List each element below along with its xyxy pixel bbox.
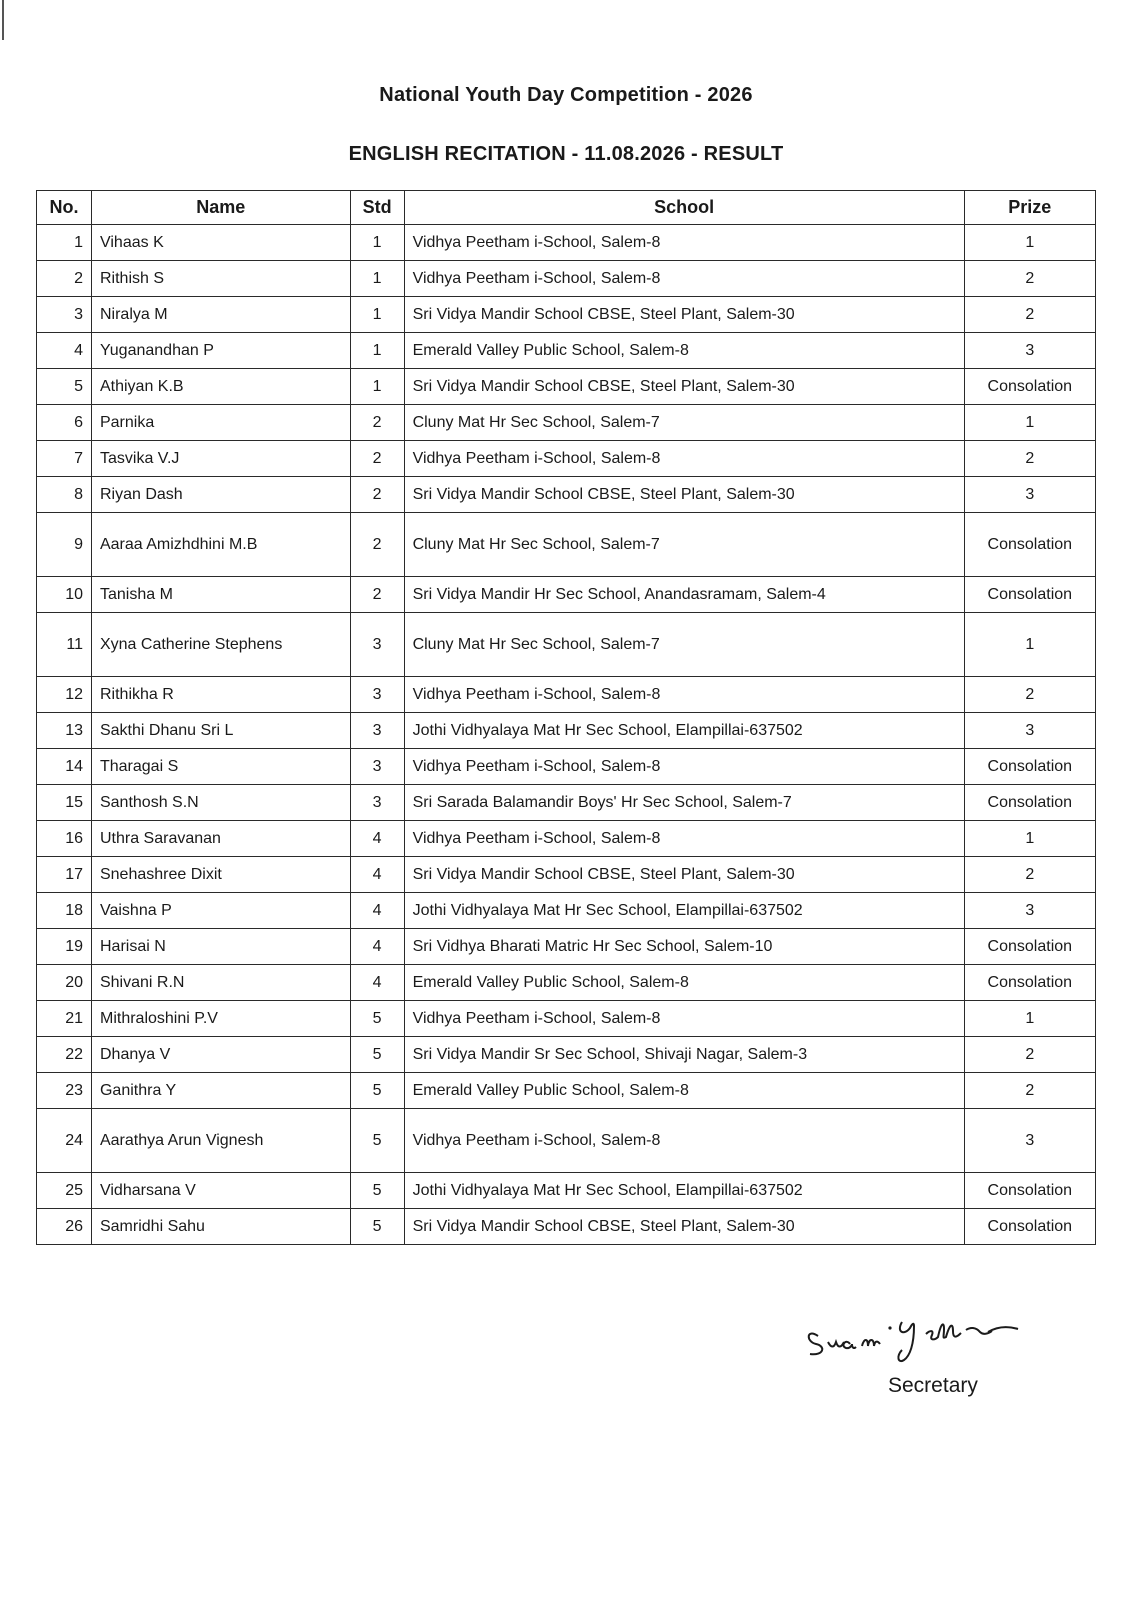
table-row	[37, 1073, 1096, 1109]
school-name: Cluny Mat Hr Sec School, Salem-7	[404, 613, 964, 677]
standard: 2	[350, 441, 404, 477]
table-row	[37, 677, 1096, 713]
standard: 1	[350, 369, 404, 405]
participant-name: Aarathya Arun Vignesh	[91, 1109, 350, 1173]
participant-name: Snehashree Dixit	[91, 857, 350, 893]
school-name: Vidhya Peetham i-School, Salem-8	[404, 677, 964, 713]
school-name: Jothi Vidhyalaya Mat Hr Sec School, Elampillai-637502	[404, 713, 964, 749]
table-row	[37, 1173, 1096, 1209]
school-name: Sri Vidya Mandir School CBSE, Steel Plant, Salem-30	[404, 369, 964, 405]
standard: 3	[350, 749, 404, 785]
standard: 3	[350, 613, 404, 677]
scan-edge-mark	[2, 0, 4, 40]
row-number: 6	[37, 405, 92, 441]
row-number: 20	[37, 965, 92, 1001]
page-title: National Youth Day Competition - 2026	[379, 84, 753, 106]
table-row	[37, 1109, 1096, 1173]
signatory-role: Secretary	[888, 1374, 978, 1397]
standard: 2	[350, 577, 404, 613]
participant-name: Vihaas K	[91, 225, 350, 261]
row-number: 23	[37, 1073, 92, 1109]
table-header-row	[37, 191, 1096, 225]
row-number: 21	[37, 1001, 92, 1037]
prize: 2	[964, 1037, 1095, 1073]
table-row	[37, 369, 1096, 405]
participant-name: Athiyan K.B	[91, 369, 350, 405]
participant-name: Aaraa Amizhdhini M.B	[91, 513, 350, 577]
standard: 2	[350, 513, 404, 577]
school-name: Vidhya Peetham i-School, Salem-8	[404, 261, 964, 297]
prize: 3	[964, 713, 1095, 749]
standard: 2	[350, 477, 404, 513]
standard: 5	[350, 1209, 404, 1245]
participant-name: Rithikha R	[91, 677, 350, 713]
prize: Consolation	[964, 785, 1095, 821]
standard: 5	[350, 1001, 404, 1037]
participant-name: Ganithra Y	[91, 1073, 350, 1109]
participant-name: Uthra Saravanan	[91, 821, 350, 857]
prize: 3	[964, 893, 1095, 929]
participant-name: Parnika	[91, 405, 350, 441]
column-header-name: Name	[91, 191, 350, 225]
school-name: Vidhya Peetham i-School, Salem-8	[404, 225, 964, 261]
column-header-std: Std	[350, 191, 404, 225]
standard: 4	[350, 929, 404, 965]
prize: Consolation	[964, 577, 1095, 613]
standard: 4	[350, 893, 404, 929]
prize: 3	[964, 333, 1095, 369]
prize: 2	[964, 297, 1095, 333]
prize: Consolation	[964, 929, 1095, 965]
table-row	[37, 333, 1096, 369]
standard: 4	[350, 821, 404, 857]
participant-name: Sakthi Dhanu Sri L	[91, 713, 350, 749]
standard: 1	[350, 333, 404, 369]
school-name: Vidhya Peetham i-School, Salem-8	[404, 1109, 964, 1173]
participant-name: Yuganandhan P	[91, 333, 350, 369]
school-name: Vidhya Peetham i-School, Salem-8	[404, 749, 964, 785]
table-row	[37, 577, 1096, 613]
prize: 1	[964, 405, 1095, 441]
table-row	[37, 929, 1096, 965]
table-row	[37, 1209, 1096, 1245]
participant-name: Tasvika V.J	[91, 441, 350, 477]
table-row	[37, 513, 1096, 577]
school-name: Sri Vidya Mandir Sr Sec School, Shivaji Nagar, Salem-3	[404, 1037, 964, 1073]
prize: Consolation	[964, 369, 1095, 405]
standard: 2	[350, 405, 404, 441]
prize: 1	[964, 821, 1095, 857]
school-name: Jothi Vidhyalaya Mat Hr Sec School, Elampillai-637502	[404, 893, 964, 929]
prize: Consolation	[964, 513, 1095, 577]
school-name: Sri Vidya Mandir School CBSE, Steel Plant, Salem-30	[404, 477, 964, 513]
prize: Consolation	[964, 749, 1095, 785]
prize: 1	[964, 225, 1095, 261]
standard: 1	[350, 297, 404, 333]
results-table	[36, 190, 1096, 1245]
participant-name: Mithraloshini P.V	[91, 1001, 350, 1037]
table-row	[37, 405, 1096, 441]
school-name: Emerald Valley Public School, Salem-8	[404, 965, 964, 1001]
row-number: 9	[37, 513, 92, 577]
participant-name: Niralya M	[91, 297, 350, 333]
participant-name: Shivani R.N	[91, 965, 350, 1001]
table-row	[37, 749, 1096, 785]
standard: 4	[350, 857, 404, 893]
page-subtitle: ENGLISH RECITATION - 11.08.2026 - RESULT	[348, 143, 784, 165]
table-row	[37, 857, 1096, 893]
column-header-no: No.	[37, 191, 92, 225]
participant-name: Santhosh S.N	[91, 785, 350, 821]
row-number: 7	[37, 441, 92, 477]
prize: Consolation	[964, 1209, 1095, 1245]
school-name: Jothi Vidhyalaya Mat Hr Sec School, Elampillai-637502	[404, 1173, 964, 1209]
school-name: Emerald Valley Public School, Salem-8	[404, 333, 964, 369]
table-row	[37, 893, 1096, 929]
table-row	[37, 297, 1096, 333]
prize: Consolation	[964, 1173, 1095, 1209]
row-number: 5	[37, 369, 92, 405]
prize: 2	[964, 857, 1095, 893]
participant-name: Harisai N	[91, 929, 350, 965]
prize: 1	[964, 613, 1095, 677]
participant-name: Rithish S	[91, 261, 350, 297]
row-number: 18	[37, 893, 92, 929]
school-name: Vidhya Peetham i-School, Salem-8	[404, 821, 964, 857]
row-number: 1	[37, 225, 92, 261]
school-name: Cluny Mat Hr Sec School, Salem-7	[404, 513, 964, 577]
school-name: Sri Vidya Mandir School CBSE, Steel Plant, Salem-30	[404, 297, 964, 333]
prize: 3	[964, 1109, 1095, 1173]
table-row	[37, 1001, 1096, 1037]
participant-name: Xyna Catherine Stephens	[91, 613, 350, 677]
participant-name: Vidharsana V	[91, 1173, 350, 1209]
standard: 3	[350, 785, 404, 821]
row-number: 3	[37, 297, 92, 333]
school-name: Sri Sarada Balamandir Boys' Hr Sec School, Salem-7	[404, 785, 964, 821]
row-number: 25	[37, 1173, 92, 1209]
row-number: 24	[37, 1109, 92, 1173]
row-number: 26	[37, 1209, 92, 1245]
row-number: 2	[37, 261, 92, 297]
table-body	[37, 225, 1096, 1245]
prize: 1	[964, 1001, 1095, 1037]
participant-name: Samridhi Sahu	[91, 1209, 350, 1245]
school-name: Vidhya Peetham i-School, Salem-8	[404, 1001, 964, 1037]
standard: 5	[350, 1173, 404, 1209]
participant-name: Vaishna P	[91, 893, 350, 929]
row-number: 14	[37, 749, 92, 785]
row-number: 17	[37, 857, 92, 893]
standard: 1	[350, 225, 404, 261]
row-number: 15	[37, 785, 92, 821]
prize: 2	[964, 677, 1095, 713]
row-number: 4	[37, 333, 92, 369]
column-header-school: School	[404, 191, 964, 225]
school-name: Sri Vidya Mandir School CBSE, Steel Plant, Salem-30	[404, 1209, 964, 1245]
participant-name: Tharagai S	[91, 749, 350, 785]
column-header-prize: Prize	[964, 191, 1095, 225]
table-row	[37, 225, 1096, 261]
standard: 5	[350, 1073, 404, 1109]
standard: 1	[350, 261, 404, 297]
school-name: Emerald Valley Public School, Salem-8	[404, 1073, 964, 1109]
school-name: Vidhya Peetham i-School, Salem-8	[404, 441, 964, 477]
participant-name: Riyan Dash	[91, 477, 350, 513]
participant-name: Tanisha M	[91, 577, 350, 613]
table-row	[37, 441, 1096, 477]
standard: 4	[350, 965, 404, 1001]
standard: 5	[350, 1109, 404, 1173]
table-row	[37, 965, 1096, 1001]
participant-name: Dhanya V	[91, 1037, 350, 1073]
prize: 2	[964, 1073, 1095, 1109]
row-number: 12	[37, 677, 92, 713]
table-row	[37, 613, 1096, 677]
row-number: 10	[37, 577, 92, 613]
school-name: Sri Vidya Mandir Hr Sec School, Anandasramam, Salem-4	[404, 577, 964, 613]
table-row	[37, 713, 1096, 749]
row-number: 11	[37, 613, 92, 677]
prize: 2	[964, 441, 1095, 477]
prize: 2	[964, 261, 1095, 297]
row-number: 22	[37, 1037, 92, 1073]
row-number: 19	[37, 929, 92, 965]
row-number: 13	[37, 713, 92, 749]
standard: 3	[350, 677, 404, 713]
prize: Consolation	[964, 965, 1095, 1001]
school-name: Sri Vidhya Bharati Matric Hr Sec School, Salem-10	[404, 929, 964, 965]
table-row	[37, 785, 1096, 821]
table-row	[37, 821, 1096, 857]
prize: 3	[964, 477, 1095, 513]
table-row	[37, 1037, 1096, 1073]
row-number: 8	[37, 477, 92, 513]
standard: 5	[350, 1037, 404, 1073]
standard: 3	[350, 713, 404, 749]
school-name: Cluny Mat Hr Sec School, Salem-7	[404, 405, 964, 441]
school-name: Sri Vidya Mandir School CBSE, Steel Plant, Salem-30	[404, 857, 964, 893]
signature	[798, 1308, 1048, 1368]
table-row	[37, 261, 1096, 297]
table-row	[37, 477, 1096, 513]
row-number: 16	[37, 821, 92, 857]
